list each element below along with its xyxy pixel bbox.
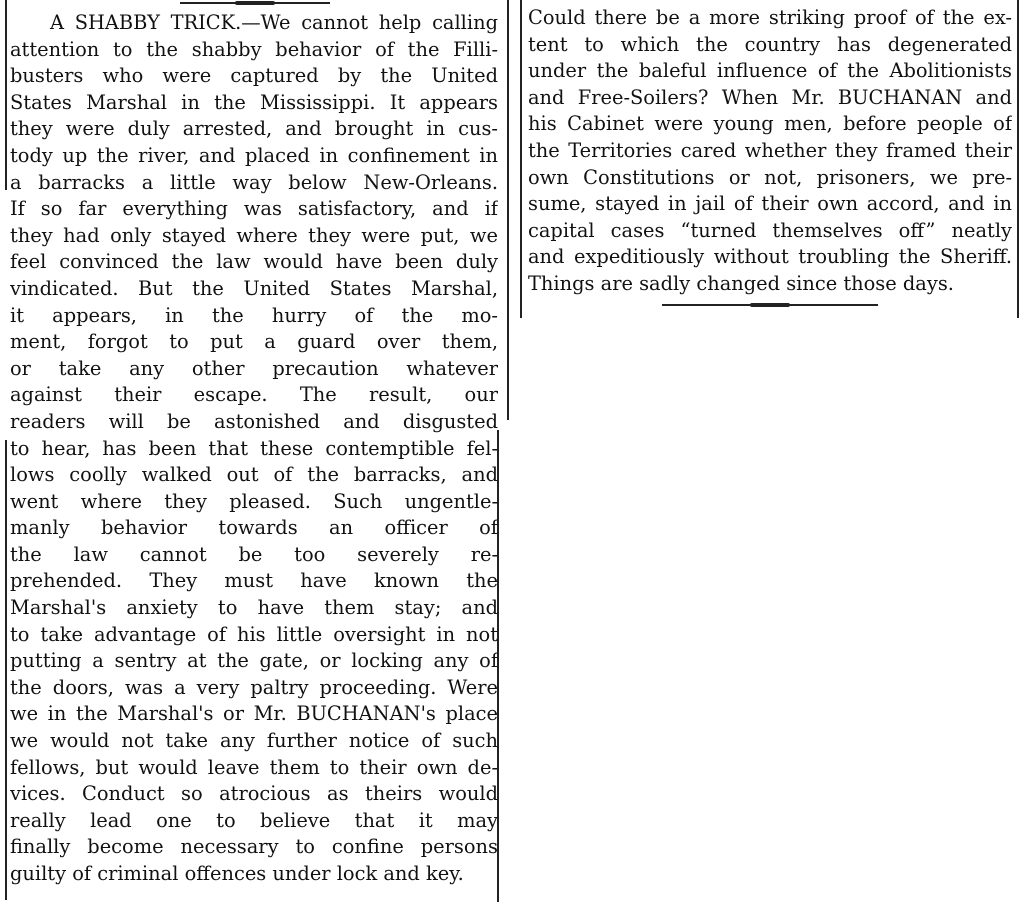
text-line: vices. Conduct so atrocious as theirs would — [10, 782, 498, 806]
text-line: vindicated. But the United States Marshal, — [10, 276, 498, 300]
text-line: the law cannot be too severely re- — [10, 542, 498, 566]
text-line: A SHABBY TRICK.—We cannot help calling — [50, 11, 498, 34]
text-line: prehended. They must have known the — [10, 569, 498, 593]
column-rule-left — [5, 0, 7, 190]
text-line: manly behavior towards an officer of — [10, 516, 498, 540]
top-ornament-rule — [180, 2, 330, 4]
text-line: fellows, but would leave them to their own de- — [10, 755, 498, 779]
text-line: went where they pleased. Such ungentle- — [10, 489, 498, 513]
text-line: really lead one to believe that it may — [10, 808, 498, 832]
text-line: busters who were captured by the United — [10, 64, 498, 88]
text-line: ment, forgot to put a guard over them, — [10, 330, 498, 354]
text-line: putting a sentry at the gate, or locking any of — [10, 649, 498, 673]
text-line: States Marshal in the Mississippi. It appears — [10, 90, 498, 114]
text-line: his Cabinet were young men, before people of — [528, 112, 1012, 136]
text-line: capital cases “turned themselves off” neatly — [528, 218, 1012, 242]
text-line: and Free-Soilers? When Mr. BUCHANAN and — [528, 85, 1012, 109]
text-line: under the baleful influence of the Abolitionists — [528, 59, 1012, 83]
text-line: tent to which the country has degenerated — [528, 32, 1012, 56]
text-line: it appears, in the hurry of the mo- — [10, 303, 498, 327]
column-rule-right — [1017, 0, 1019, 318]
text-line: own Constitutions or not, prisoners, we pre- — [528, 165, 1012, 189]
text-line: to hear, has been that these contemptible fel- — [10, 436, 498, 460]
text-line: to take advantage of his little oversight in not — [10, 622, 498, 646]
text-line: feel convinced the law would have been duly — [10, 250, 498, 274]
text-line: If so far everything was satisfactory, and if — [10, 197, 498, 221]
text-line: guilty of criminal offences under lock and key. — [10, 862, 464, 885]
article-right-column — [528, 5, 1012, 298]
end-ornament-rule — [662, 304, 878, 306]
text-line: or take any other precaution whatever — [10, 356, 498, 380]
text-line: we would not take any further notice of such — [10, 729, 498, 753]
text-line: attention to the shabby behavior of the Filli- — [10, 37, 498, 61]
text-line: lows coolly walked out of the barracks, and — [10, 463, 498, 487]
text-line: tody up the river, and placed in confinement in — [10, 143, 498, 167]
text-line: sume, stayed in jail of their own accord, and in — [528, 192, 1012, 216]
column-rule-right-of-middle — [520, 0, 522, 318]
article-left-column — [10, 10, 498, 888]
text-line: the Territories cared whether they framed their — [528, 138, 1012, 162]
text-line: we in the Marshal's or Mr. BUCHANAN's place — [10, 702, 498, 726]
column-rule-middle-upper — [507, 0, 509, 420]
text-line: finally become necessary to confine persons — [10, 835, 498, 859]
text-line: Things are sadly changed since those days. — [528, 271, 954, 295]
text-line: readers will be astonished and disgusted — [10, 409, 498, 433]
text-line: the doors, was a very paltry proceeding. Were — [10, 675, 498, 699]
text-line: against their escape. The result, our — [10, 383, 498, 407]
column-rule-left-lower — [5, 440, 7, 900]
text-line: they were duly arrested, and brought in cus- — [10, 117, 498, 141]
text-line: Marshal's anxiety to have them stay; and — [10, 596, 498, 620]
text-line: Could there be a more striking proof of the ex- — [528, 6, 1012, 29]
text-line: they had only stayed where they were put, we — [10, 223, 498, 247]
text-line: a barracks a little way below New-Orleans. — [10, 170, 498, 194]
text-line: and expeditiously without troubling the Sheriff. — [528, 245, 1012, 269]
